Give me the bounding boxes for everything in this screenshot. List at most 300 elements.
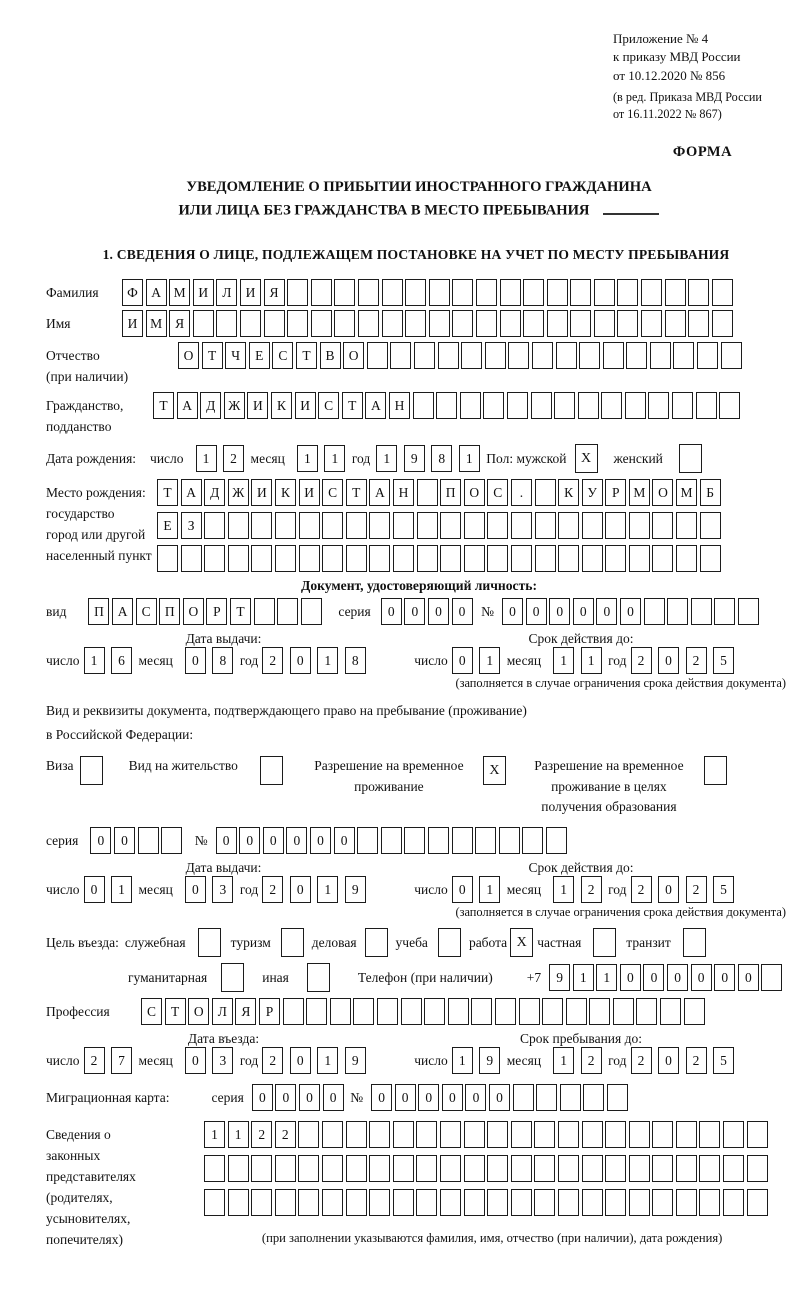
char-cell[interactable]: Я (264, 279, 285, 306)
char-cell[interactable] (251, 1155, 272, 1182)
char-cell[interactable] (554, 392, 575, 419)
sex-female-checkbox[interactable] (679, 444, 702, 473)
char-cell[interactable] (648, 392, 669, 419)
char-cell[interactable] (334, 279, 355, 306)
char-cell[interactable] (547, 279, 568, 306)
char-cell[interactable]: 8 (212, 647, 233, 674)
purpose-business-checkbox[interactable] (198, 928, 221, 957)
char-cell[interactable] (700, 512, 721, 539)
char-cell[interactable] (594, 310, 615, 337)
char-cell[interactable] (464, 512, 485, 539)
char-cell[interactable]: Т (296, 342, 317, 369)
temp-residence-checkbox[interactable]: X (483, 756, 506, 785)
char-cell[interactable] (322, 1155, 343, 1182)
char-cell[interactable] (547, 310, 568, 337)
char-cell[interactable] (157, 545, 178, 572)
char-cell[interactable]: . (511, 479, 532, 506)
char-cell[interactable] (382, 279, 403, 306)
char-cell[interactable] (322, 1189, 343, 1216)
char-cell[interactable]: 1 (553, 647, 574, 674)
purpose-work-checkbox[interactable]: X (510, 928, 533, 957)
char-cell[interactable] (511, 1121, 532, 1148)
char-cell[interactable] (204, 1155, 225, 1182)
char-cell[interactable]: 0 (465, 1084, 486, 1111)
char-cell[interactable] (251, 512, 272, 539)
char-cell[interactable]: 0 (714, 964, 735, 991)
char-cell[interactable] (629, 545, 650, 572)
char-cell[interactable] (605, 1121, 626, 1148)
char-cell[interactable] (511, 545, 532, 572)
char-cell[interactable] (605, 545, 626, 572)
char-cell[interactable]: 0 (395, 1084, 416, 1111)
char-cell[interactable] (613, 998, 634, 1025)
char-cell[interactable] (676, 1155, 697, 1182)
char-cell[interactable] (275, 512, 296, 539)
char-cell[interactable]: В (320, 342, 341, 369)
char-cell[interactable] (424, 998, 445, 1025)
purpose-humanitarian-checkbox[interactable] (221, 963, 244, 992)
char-cell[interactable] (311, 310, 332, 337)
char-cell[interactable]: Р (206, 598, 227, 625)
char-cell[interactable]: Д (200, 392, 221, 419)
char-cell[interactable]: 1 (479, 876, 500, 903)
char-cell[interactable]: 0 (428, 598, 449, 625)
char-cell[interactable] (382, 310, 403, 337)
char-cell[interactable] (507, 392, 528, 419)
char-cell[interactable] (719, 392, 740, 419)
char-cell[interactable] (532, 342, 553, 369)
char-cell[interactable] (436, 392, 457, 419)
char-cell[interactable] (570, 310, 591, 337)
char-cell[interactable]: 0 (643, 964, 664, 991)
char-cell[interactable]: 0 (334, 827, 355, 854)
char-cell[interactable]: Ж (228, 479, 249, 506)
char-cell[interactable] (696, 392, 717, 419)
char-cell[interactable]: Б (700, 479, 721, 506)
char-cell[interactable]: Р (605, 479, 626, 506)
char-cell[interactable] (369, 1121, 390, 1148)
char-cell[interactable] (393, 545, 414, 572)
char-cell[interactable] (275, 545, 296, 572)
char-cell[interactable]: 0 (114, 827, 135, 854)
char-cell[interactable] (369, 1155, 390, 1182)
char-cell[interactable] (298, 1155, 319, 1182)
char-cell[interactable] (688, 279, 709, 306)
char-cell[interactable]: 0 (502, 598, 523, 625)
char-cell[interactable]: З (181, 512, 202, 539)
char-cell[interactable]: 2 (581, 1047, 602, 1074)
char-cell[interactable]: 1 (376, 445, 397, 472)
char-cell[interactable]: О (652, 479, 673, 506)
char-cell[interactable]: 0 (371, 1084, 392, 1111)
char-cell[interactable]: 0 (418, 1084, 439, 1111)
char-cell[interactable] (558, 512, 579, 539)
char-cell[interactable]: 1 (596, 964, 617, 991)
char-cell[interactable] (676, 512, 697, 539)
char-cell[interactable] (487, 1189, 508, 1216)
char-cell[interactable] (275, 1155, 296, 1182)
char-cell[interactable] (519, 998, 540, 1025)
char-cell[interactable]: 2 (686, 647, 707, 674)
char-cell[interactable] (546, 827, 567, 854)
char-cell[interactable]: 1 (479, 647, 500, 674)
char-cell[interactable]: 9 (479, 1047, 500, 1074)
char-cell[interactable] (440, 1121, 461, 1148)
char-cell[interactable]: Р (259, 998, 280, 1025)
char-cell[interactable] (476, 310, 497, 337)
char-cell[interactable] (714, 598, 735, 625)
char-cell[interactable]: Е (157, 512, 178, 539)
char-cell[interactable] (438, 342, 459, 369)
char-cell[interactable] (440, 545, 461, 572)
char-cell[interactable] (676, 1121, 697, 1148)
char-cell[interactable]: 1 (553, 1047, 574, 1074)
char-cell[interactable] (513, 1084, 534, 1111)
char-cell[interactable]: 7 (111, 1047, 132, 1074)
char-cell[interactable] (688, 310, 709, 337)
char-cell[interactable]: 1 (317, 647, 338, 674)
char-cell[interactable]: М (676, 479, 697, 506)
char-cell[interactable] (464, 1121, 485, 1148)
char-cell[interactable] (738, 598, 759, 625)
char-cell[interactable] (464, 1189, 485, 1216)
char-cell[interactable]: 0 (286, 827, 307, 854)
char-cell[interactable] (369, 545, 390, 572)
char-cell[interactable] (511, 512, 532, 539)
char-cell[interactable]: 0 (489, 1084, 510, 1111)
char-cell[interactable] (699, 1121, 720, 1148)
char-cell[interactable]: М (146, 310, 167, 337)
char-cell[interactable] (485, 342, 506, 369)
char-cell[interactable] (287, 279, 308, 306)
char-cell[interactable] (346, 1121, 367, 1148)
char-cell[interactable]: Т (342, 392, 363, 419)
char-cell[interactable]: 0 (658, 1047, 679, 1074)
char-cell[interactable]: С (141, 998, 162, 1025)
char-cell[interactable] (487, 545, 508, 572)
char-cell[interactable]: 0 (573, 598, 594, 625)
char-cell[interactable] (660, 998, 681, 1025)
char-cell[interactable] (306, 998, 327, 1025)
char-cell[interactable]: 9 (345, 876, 366, 903)
char-cell[interactable]: Н (389, 392, 410, 419)
purpose-other-checkbox[interactable] (307, 963, 330, 992)
char-cell[interactable]: Л (212, 998, 233, 1025)
char-cell[interactable] (404, 827, 425, 854)
char-cell[interactable]: 0 (290, 647, 311, 674)
char-cell[interactable]: 1 (228, 1121, 249, 1148)
char-cell[interactable] (346, 512, 367, 539)
char-cell[interactable] (381, 827, 402, 854)
char-cell[interactable]: О (188, 998, 209, 1025)
char-cell[interactable] (483, 392, 504, 419)
char-cell[interactable] (723, 1121, 744, 1148)
char-cell[interactable]: 0 (452, 876, 473, 903)
char-cell[interactable] (534, 1155, 555, 1182)
char-cell[interactable] (464, 545, 485, 572)
char-cell[interactable]: 0 (691, 964, 712, 991)
char-cell[interactable] (216, 310, 237, 337)
char-cell[interactable]: И (247, 392, 268, 419)
char-cell[interactable] (299, 512, 320, 539)
char-cell[interactable] (228, 1155, 249, 1182)
char-cell[interactable]: К (275, 479, 296, 506)
char-cell[interactable] (138, 827, 159, 854)
char-cell[interactable] (476, 279, 497, 306)
char-cell[interactable] (523, 279, 544, 306)
char-cell[interactable] (617, 310, 638, 337)
char-cell[interactable] (440, 1155, 461, 1182)
char-cell[interactable]: 0 (658, 647, 679, 674)
char-cell[interactable] (353, 998, 374, 1025)
char-cell[interactable]: 0 (290, 1047, 311, 1074)
char-cell[interactable] (583, 1084, 604, 1111)
char-cell[interactable]: Ф (122, 279, 143, 306)
char-cell[interactable]: Т (202, 342, 223, 369)
sex-male-checkbox[interactable]: X (575, 444, 598, 473)
char-cell[interactable]: 1 (297, 445, 318, 472)
char-cell[interactable]: 0 (620, 964, 641, 991)
char-cell[interactable] (495, 998, 516, 1025)
char-cell[interactable] (747, 1189, 768, 1216)
char-cell[interactable] (684, 998, 705, 1025)
char-cell[interactable]: 2 (262, 647, 283, 674)
char-cell[interactable] (358, 279, 379, 306)
char-cell[interactable] (582, 1189, 603, 1216)
char-cell[interactable] (652, 1189, 673, 1216)
char-cell[interactable]: 1 (581, 647, 602, 674)
char-cell[interactable] (228, 1189, 249, 1216)
char-cell[interactable] (697, 342, 718, 369)
char-cell[interactable] (193, 310, 214, 337)
char-cell[interactable]: 0 (252, 1084, 273, 1111)
char-cell[interactable] (405, 310, 426, 337)
char-cell[interactable] (650, 342, 671, 369)
char-cell[interactable] (712, 310, 733, 337)
char-cell[interactable]: 0 (404, 598, 425, 625)
char-cell[interactable]: К (271, 392, 292, 419)
char-cell[interactable]: И (193, 279, 214, 306)
char-cell[interactable]: 2 (251, 1121, 272, 1148)
char-cell[interactable]: 0 (185, 876, 206, 903)
char-cell[interactable] (673, 342, 694, 369)
char-cell[interactable] (393, 1155, 414, 1182)
char-cell[interactable]: А (181, 479, 202, 506)
char-cell[interactable] (652, 545, 673, 572)
char-cell[interactable]: И (240, 279, 261, 306)
char-cell[interactable]: С (487, 479, 508, 506)
char-cell[interactable] (641, 279, 662, 306)
char-cell[interactable] (204, 512, 225, 539)
char-cell[interactable] (652, 1121, 673, 1148)
char-cell[interactable] (672, 392, 693, 419)
char-cell[interactable]: Я (235, 998, 256, 1025)
char-cell[interactable] (298, 1121, 319, 1148)
char-cell[interactable]: И (299, 479, 320, 506)
char-cell[interactable] (322, 512, 343, 539)
char-cell[interactable]: С (322, 479, 343, 506)
char-cell[interactable]: 5 (713, 1047, 734, 1074)
char-cell[interactable]: 2 (262, 1047, 283, 1074)
char-cell[interactable]: М (169, 279, 190, 306)
char-cell[interactable] (452, 279, 473, 306)
char-cell[interactable]: 1 (459, 445, 480, 472)
char-cell[interactable] (429, 310, 450, 337)
char-cell[interactable]: А (369, 479, 390, 506)
char-cell[interactable] (251, 1189, 272, 1216)
char-cell[interactable] (414, 342, 435, 369)
visa-checkbox[interactable] (80, 756, 103, 785)
char-cell[interactable]: 1 (324, 445, 345, 472)
char-cell[interactable] (357, 827, 378, 854)
char-cell[interactable] (487, 512, 508, 539)
char-cell[interactable] (560, 1084, 581, 1111)
char-cell[interactable] (652, 1155, 673, 1182)
char-cell[interactable] (240, 310, 261, 337)
char-cell[interactable]: И (251, 479, 272, 506)
char-cell[interactable] (204, 1189, 225, 1216)
char-cell[interactable] (636, 998, 657, 1025)
char-cell[interactable]: 0 (275, 1084, 296, 1111)
char-cell[interactable]: 1 (317, 1047, 338, 1074)
char-cell[interactable] (667, 598, 688, 625)
char-cell[interactable]: 1 (452, 1047, 473, 1074)
char-cell[interactable]: 2 (686, 1047, 707, 1074)
char-cell[interactable]: 0 (185, 647, 206, 674)
char-cell[interactable] (605, 1155, 626, 1182)
char-cell[interactable] (629, 1189, 650, 1216)
char-cell[interactable]: 2 (84, 1047, 105, 1074)
char-cell[interactable] (275, 1189, 296, 1216)
char-cell[interactable]: 2 (631, 647, 652, 674)
char-cell[interactable] (401, 998, 422, 1025)
char-cell[interactable] (322, 545, 343, 572)
char-cell[interactable] (676, 1189, 697, 1216)
char-cell[interactable] (254, 598, 275, 625)
char-cell[interactable] (522, 827, 543, 854)
char-cell[interactable]: Т (153, 392, 174, 419)
char-cell[interactable] (299, 545, 320, 572)
char-cell[interactable]: 6 (111, 647, 132, 674)
char-cell[interactable] (311, 279, 332, 306)
char-cell[interactable] (487, 1155, 508, 1182)
char-cell[interactable] (161, 827, 182, 854)
char-cell[interactable] (558, 545, 579, 572)
char-cell[interactable] (605, 512, 626, 539)
char-cell[interactable] (691, 598, 712, 625)
char-cell[interactable]: 8 (345, 647, 366, 674)
char-cell[interactable]: А (177, 392, 198, 419)
char-cell[interactable] (644, 598, 665, 625)
char-cell[interactable] (558, 1121, 579, 1148)
char-cell[interactable]: О (178, 342, 199, 369)
char-cell[interactable]: 0 (299, 1084, 320, 1111)
char-cell[interactable] (204, 545, 225, 572)
char-cell[interactable]: С (318, 392, 339, 419)
char-cell[interactable] (181, 545, 202, 572)
char-cell[interactable] (676, 545, 697, 572)
char-cell[interactable] (369, 1189, 390, 1216)
char-cell[interactable] (712, 279, 733, 306)
char-cell[interactable]: 0 (263, 827, 284, 854)
char-cell[interactable]: 1 (111, 876, 132, 903)
char-cell[interactable]: Н (393, 479, 414, 506)
char-cell[interactable] (535, 479, 556, 506)
char-cell[interactable] (377, 998, 398, 1025)
char-cell[interactable]: 5 (713, 876, 734, 903)
char-cell[interactable] (629, 1155, 650, 1182)
char-cell[interactable] (534, 1189, 555, 1216)
char-cell[interactable]: А (112, 598, 133, 625)
char-cell[interactable] (665, 279, 686, 306)
char-cell[interactable] (460, 392, 481, 419)
char-cell[interactable] (390, 342, 411, 369)
char-cell[interactable] (369, 512, 390, 539)
char-cell[interactable] (531, 392, 552, 419)
char-cell[interactable]: И (295, 392, 316, 419)
char-cell[interactable] (428, 827, 449, 854)
char-cell[interactable]: 0 (526, 598, 547, 625)
char-cell[interactable]: Я (169, 310, 190, 337)
char-cell[interactable]: 2 (581, 876, 602, 903)
char-cell[interactable]: 0 (452, 647, 473, 674)
char-cell[interactable]: 0 (738, 964, 759, 991)
char-cell[interactable]: Л (216, 279, 237, 306)
char-cell[interactable]: Д (204, 479, 225, 506)
char-cell[interactable] (487, 1121, 508, 1148)
char-cell[interactable]: П (159, 598, 180, 625)
char-cell[interactable]: 2 (631, 876, 652, 903)
char-cell[interactable] (429, 279, 450, 306)
char-cell[interactable] (228, 512, 249, 539)
char-cell[interactable] (264, 310, 285, 337)
char-cell[interactable] (594, 279, 615, 306)
char-cell[interactable] (641, 310, 662, 337)
char-cell[interactable] (747, 1121, 768, 1148)
char-cell[interactable] (523, 310, 544, 337)
char-cell[interactable]: М (629, 479, 650, 506)
char-cell[interactable] (413, 392, 434, 419)
char-cell[interactable] (416, 1121, 437, 1148)
char-cell[interactable] (283, 998, 304, 1025)
char-cell[interactable] (558, 1155, 579, 1182)
char-cell[interactable]: П (440, 479, 461, 506)
char-cell[interactable] (582, 545, 603, 572)
char-cell[interactable] (416, 1155, 437, 1182)
char-cell[interactable]: 2 (631, 1047, 652, 1074)
char-cell[interactable] (747, 1155, 768, 1182)
char-cell[interactable] (579, 342, 600, 369)
char-cell[interactable]: Т (157, 479, 178, 506)
char-cell[interactable]: 1 (84, 647, 105, 674)
char-cell[interactable]: 1 (317, 876, 338, 903)
char-cell[interactable] (578, 392, 599, 419)
char-cell[interactable]: 2 (686, 876, 707, 903)
char-cell[interactable]: 0 (452, 598, 473, 625)
char-cell[interactable] (322, 1121, 343, 1148)
char-cell[interactable] (346, 1155, 367, 1182)
char-cell[interactable] (511, 1155, 532, 1182)
char-cell[interactable] (723, 1189, 744, 1216)
char-cell[interactable] (358, 310, 379, 337)
char-cell[interactable] (511, 1189, 532, 1216)
char-cell[interactable] (699, 1189, 720, 1216)
char-cell[interactable] (440, 1189, 461, 1216)
char-cell[interactable]: 0 (596, 598, 617, 625)
char-cell[interactable]: 1 (196, 445, 217, 472)
char-cell[interactable] (699, 1155, 720, 1182)
char-cell[interactable] (589, 998, 610, 1025)
